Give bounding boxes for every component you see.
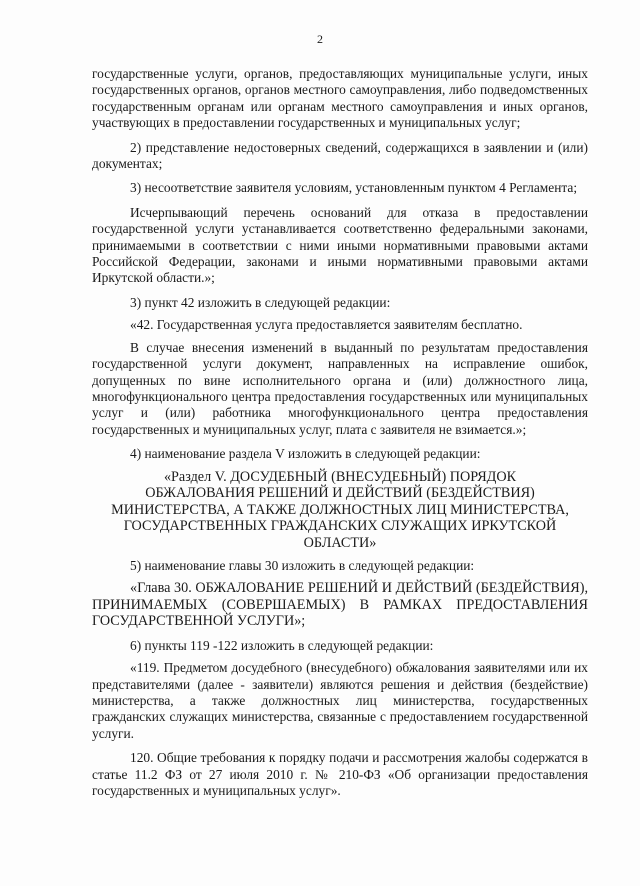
section-heading-line-2: ОБЖАЛОВАНИЯ РЕШЕНИЙ И ДЕЙСТВИЙ (БЕЗДЕЙСТВИЯ) <box>145 485 535 502</box>
section-heading-line-1: «Раздел V. ДОСУДЕБНЫЙ (ВНЕСУДЕБНЫЙ) ПОРЯДОК <box>163 468 517 485</box>
chapter-heading: «Глава 30. ОБЖАЛОВАНИЕ РЕШЕНИЙ И ДЕЙСТВИЙ (БЕЗДЕЙСТВИЯ), ПРИНИМАЕМЫХ (СОВЕРШАЕМЫХ) В РАМКАХ ПРЕДОСТАВЛЕНИЯ ГОСУДАРСТВЕННОЙ УСЛУГИ»; <box>92 579 588 630</box>
paragraph-item-3: 3) несоответствие заявителя условиям, установленным пунктом 4 Регламента; <box>130 180 578 196</box>
paragraph-point-42-intro: 3) пункт 42 изложить в следующей редакции: <box>130 294 391 310</box>
paragraph-item-2: 2) представление недостоверных сведений, содержащихся в заявлении и (или) документах; <box>92 139 588 172</box>
section-heading-line-3: МИНИСТЕРСТВА, А ТАКЖЕ ДОЛЖНОСТНЫХ ЛИЦ МИНИСТЕРСТВА, <box>111 501 569 518</box>
paragraph-chapter-30-intro: 5) наименование главы 30 изложить в следующей редакции: <box>130 557 475 573</box>
paragraph-exhaustive-list: Исчерпывающий перечень оснований для отказа в предоставлении государственной услуги устанавливается соответственно федеральными законами, принимаемыми в соответствии с ними иными нормативными правовыми актами Российской Федерации, законами и иными нормативными правовыми актами Иркутской области.»; <box>92 204 588 286</box>
section-heading-line-5: ОБЛАСТИ» <box>303 534 377 551</box>
section-heading-line-4: ГОСУДАРСТВЕННЫХ ГРАЖДАНСКИХ СЛУЖАЩИХ ИРКУТСКОЙ <box>123 518 557 535</box>
paragraph-points-intro: 6) пункты 119 -122 изложить в следующей редакции: <box>130 637 434 653</box>
page-number: 2 <box>317 32 323 46</box>
paragraph-fee-exemption: В случае внесения изменений в выданный по результатам предоставления государственной услуги документ, направленных на исправление ошибок, допущенных по вине исполнительного органа и (или) должностного лица, многофункционального центра предоставления государственных или муниципальных услуг и (или) работника многофункционального центра предоставления государственных и муниципальных услуг, плата с заявителя не взимается.»; <box>92 339 588 437</box>
paragraph-point-120: 120. Общие требования к порядку подачи и рассмотрения жалобы содержатся в статье 11.2 ФЗ от 27 июля 2010 г. № 210-ФЗ «Об организации предоставления государственных и муниципальных услуг». <box>92 750 588 798</box>
paragraph-section-v-intro: 4) наименование раздела V изложить в следующей редакции: <box>130 446 481 462</box>
paragraph-point-42: «42. Государственная услуга предоставляется заявителям бесплатно. <box>130 317 523 333</box>
paragraph-continuation: государственные услуги, органов, предоставляющих муниципальные услуги, иных государственных органов, органов местного самоуправления, либо подведомственных государственным органам или органам местного самоуправления и иных органов, участвующих в предоставлении государственных и муниципальных услуг; <box>92 66 588 131</box>
paragraph-point-119: «119. Предметом досудебного (внесудебного) обжалования заявителями или их представителями (далее - заявители) являются решения и действия (бездействие) министерства, а также должностных лиц министерства, государственных гражданских служащих министерства, связанные с предоставлением государственной услуги. <box>92 660 588 741</box>
section-heading <box>92 469 588 552</box>
document-body <box>92 66 588 807</box>
